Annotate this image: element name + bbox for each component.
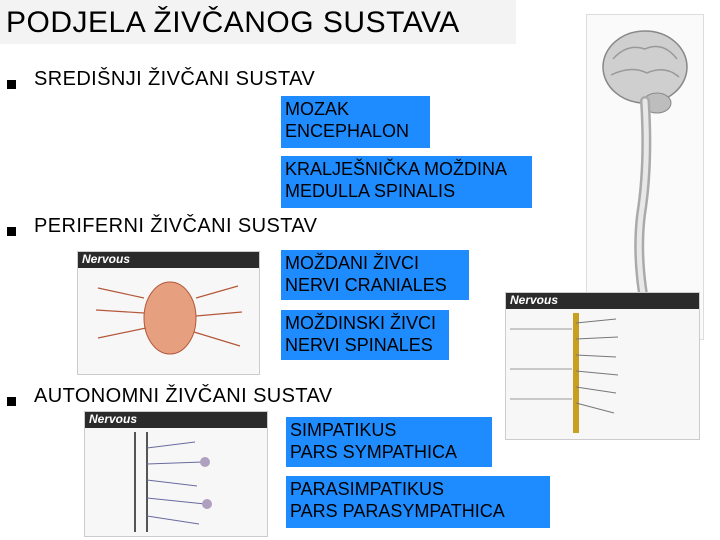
image-header-text: Nervous xyxy=(510,293,559,307)
bullet-marker xyxy=(7,397,16,406)
box-kraljesnicka-line2: MEDULLA SPINALIS xyxy=(285,181,456,201)
box-simpatikus-line1: SIMPATIKUS xyxy=(290,420,397,440)
image-header xyxy=(506,293,699,309)
box-parasimpatikus xyxy=(286,476,550,528)
box-parasimpatikus-line2: PARS PARASYMPATHICA xyxy=(290,501,505,521)
title-bar xyxy=(0,0,516,44)
box-mozdinski-zivci xyxy=(281,310,449,360)
brain-cord-illustration xyxy=(587,15,703,339)
box-mozdinski-line1: MOŽDINSKI ŽIVCI xyxy=(285,313,437,333)
box-simpatikus xyxy=(286,417,492,467)
spinal-nerves-image xyxy=(505,292,700,440)
box-simpatikus-line2: PARS SYMPATHICA xyxy=(290,442,458,462)
box-mozak-line1: MOZAK xyxy=(285,99,350,119)
image-header xyxy=(85,412,267,428)
box-mozdani-line2: NERVI CRANIALES xyxy=(285,275,447,295)
image-header xyxy=(78,252,259,268)
box-mozak-line2: ENCEPHALON xyxy=(285,121,410,141)
image-header-text: Nervous xyxy=(82,252,131,266)
page-title: PODJELA ŽIVČANOG SUSTAVA xyxy=(6,6,460,39)
spinal-illustration xyxy=(506,309,699,439)
autonomic-illustration xyxy=(85,428,267,536)
box-kraljesnicka-line1: KRALJEŠNIČKA MOŽDINA xyxy=(285,159,508,179)
box-mozdinski-line2: NERVI SPINALES xyxy=(285,335,433,355)
section-peripheral-label: PERIFERNI ŽIVČANI SUSTAV xyxy=(34,215,318,237)
autonomic-nerves-image xyxy=(84,411,268,537)
box-mozak xyxy=(281,96,430,148)
section-central-label: SREDIŠNJI ŽIVČANI SUSTAV xyxy=(34,68,316,90)
section-autonomic-label: AUTONOMNI ŽIVČANI SUSTAV xyxy=(34,385,333,407)
box-mozdani-zivci xyxy=(281,250,469,300)
image-header-text: Nervous xyxy=(89,412,138,426)
cranial-illustration xyxy=(78,268,259,374)
box-kraljesnicka xyxy=(281,156,532,208)
cranial-nerves-image xyxy=(77,251,260,375)
box-mozdani-line1: MOŽDANI ŽIVCI xyxy=(285,253,419,273)
bullet-marker xyxy=(7,80,16,89)
box-parasimpatikus-line1: PARASIMPATIKUS xyxy=(290,479,445,499)
bullet-marker xyxy=(7,227,16,236)
